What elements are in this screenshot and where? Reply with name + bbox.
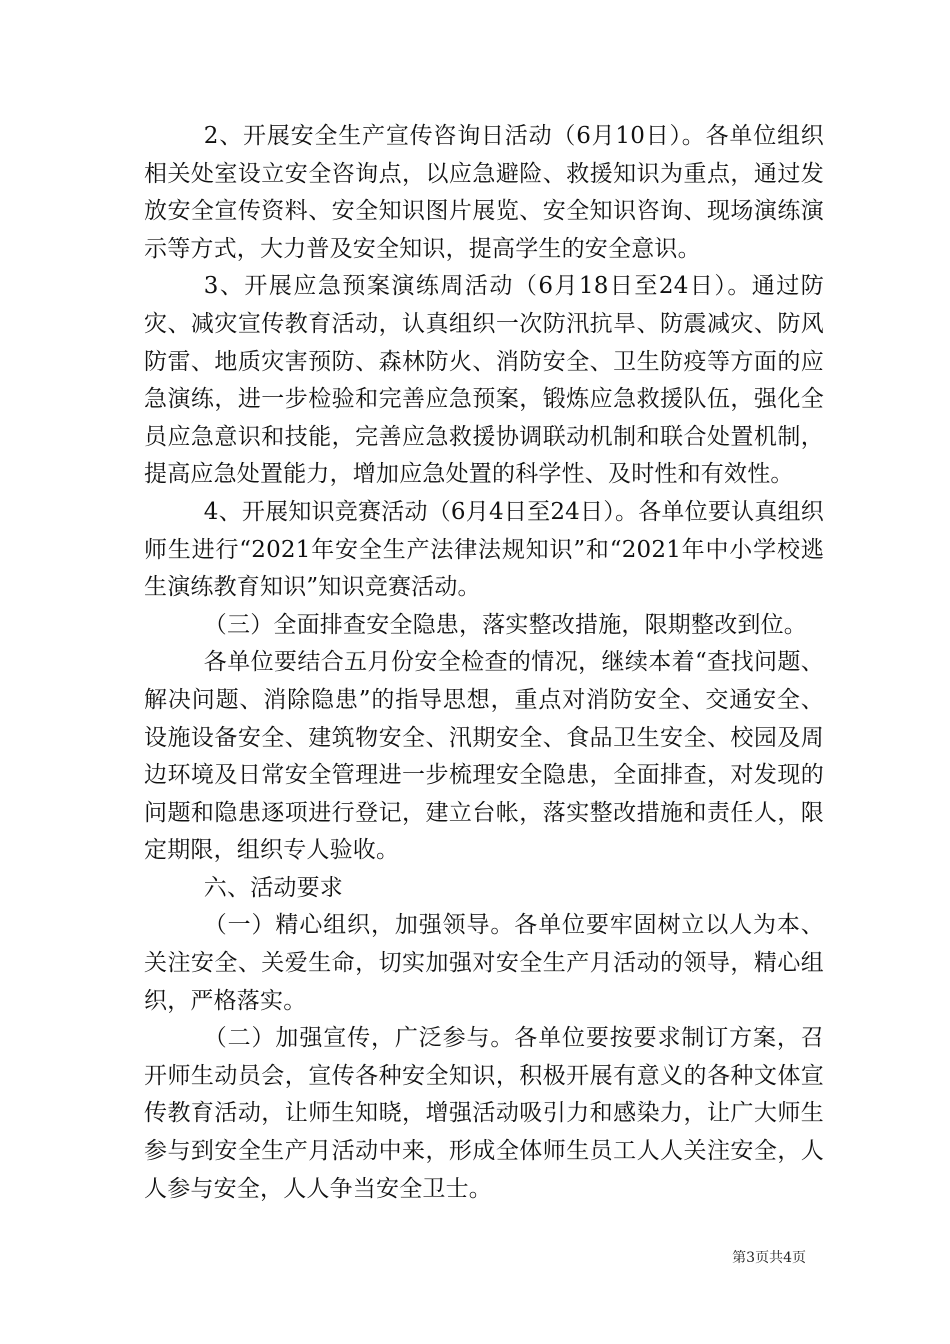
paragraph-activity-2: 2、开展安全生产宣传咨询日活动（6月10日）。各单位组织相关处室设立安全咨询点，以应急避险、救援知识为重点，通过发放安全宣传资料、安全知识图片展览、安全知识咨询、现场演练演示等方式，大力普及安全知识，提高学生的安全意识。 [144,123,824,262]
paragraph-hazard-check: 各单位要结合五月份安全检查的情况，继续本着“查找问题、解决问题、消除隐患”的指导思想，重点对消防安全、交通安全、设施设备安全、建筑物安全、汛期安全、食品卫生安全、校园及周边环境及日常安全管理进一步梳理安全隐患，全面排查，对发现的问题和隐患逐项进行登记，建立台帐，落实整改措施和责任人，限定期限，组织专人验收。 [144,649,824,864]
page-number: 第3页共4页 [732,1250,806,1266]
section-heading-requirements: 六、活动要求 [203,874,343,901]
paragraph-requirement-1: （一）精心组织，加强领导。各单位要牢固树立以人为本、关注安全、关爱生命，切实加强对安全生产月活动的领导，精心组织，严格落实。 [144,912,824,1014]
paragraph-activity-4: 4、开展知识竞赛活动（6月4日至24日）。各单位要认真组织师生进行“2021年安全生产法律法规知识”和“2021年中小学校逃生演练教育知识”知识竞赛活动。 [144,498,824,601]
paragraph-requirement-2: （二）加强宣传，广泛参与。各单位要按要求制订方案，召开师生动员会，宣传各种安全知识，积极开展有意义的各种文体宣传教育活动，让师生知晓，增强活动吸引力和感染力，让广大师生参与到安全生产月活动中来，形成全体师生员工人人关注安全，人人参与安全，人人争当安全卫士。 [144,1025,824,1202]
document-body [144,118,824,1208]
section-heading-hazard-check: （三）全面排查安全隐患，落实整改措施，限期整改到位。 [203,611,807,638]
paragraph-activity-3: 3、开展应急预案演练周活动（6月18日至24日）。通过防灾、减灾宣传教育活动，认真组织一次防汛抗旱、防震减灾、防风防雷、地质灾害预防、森林防火、消防安全、卫生防疫等方面的应急演练，进一步检验和完善应急预案，锻炼应急救援队伍，强化全员应急意识和技能，完善应急救援协调联动机制和联合处置机制，提高应急处置能力，增加应急处置的科学性、及时性和有效性。 [144,273,824,488]
